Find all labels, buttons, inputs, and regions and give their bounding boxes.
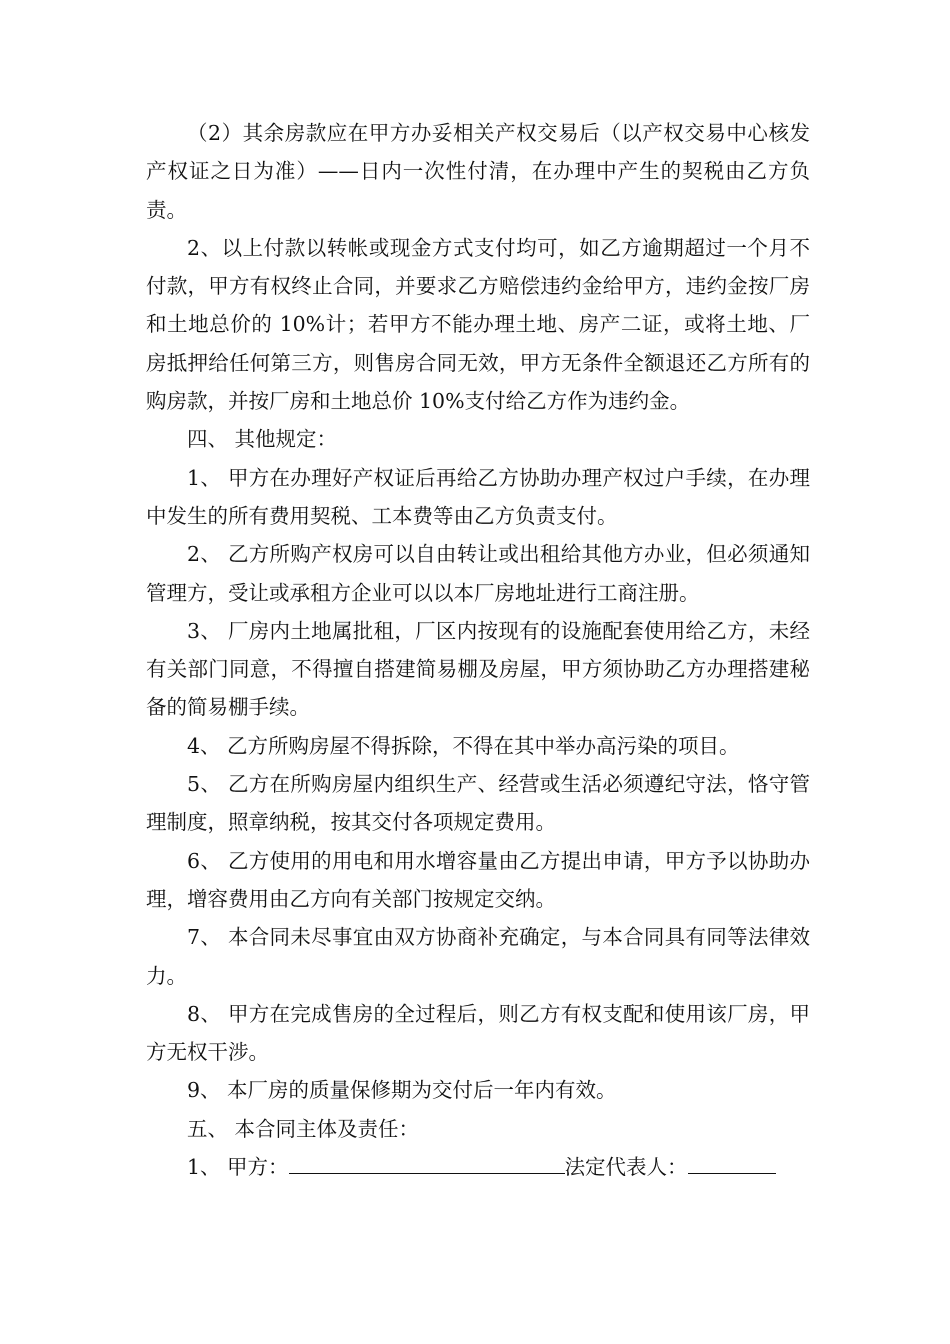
party-a-blank[interactable] [289,1151,565,1174]
document-body [146,114,810,1186]
clause-7-supplement: 7、 本合同未尽事宜由双方协商补充确定，与本合同具有同等法律效力。 [146,925,810,988]
section-heading-other-rules: 四、 其他规定： [187,427,338,452]
clause-9-warranty: 9、 本厂房的质量保修期为交付后一年内有效。 [187,1078,617,1103]
party-a-label: 1、 甲方： [187,1155,289,1180]
legal-rep-blank[interactable] [688,1151,776,1174]
clause-2-resale-lease: 2、 乙方所购产权房可以自由转让或出租给其他方办业，但必须通知管理方，受让或承租方企业可以以本厂房地址进行工商注册。 [146,542,810,605]
section-heading-parties: 五、 本合同主体及责任： [187,1116,420,1141]
clause-5-compliance: 5、 乙方在所购房屋内组织生产、经营或生活必须遵纪守法，恪守管理制度，照章纳税，按其交付各项规定费用。 [146,772,810,835]
legal-rep-label: 法定代表人： [564,1155,688,1180]
paragraph-remaining-payment: （2）其余房款应在甲方办妥相关产权交易后（以产权交易中心核发产权证之日为准）——日内一次性付清，在办理中产生的契税由乙方负责。 [146,121,810,222]
clause-1-title-transfer: 1、 甲方在办理好产权证后再给乙方协助办理产权过户手续，在办理中发生的所有费用契税、工本费等由乙方负责支付。 [146,465,810,528]
paragraph-payment-methods: 2、以上付款以转帐或现金方式支付均可，如乙方逾期超过一个月不付款，甲方有权终止合同，并要求乙方赔偿违约金给甲方，违约金按厂房和土地总价的 10%计；若甲方不能办理土地、房产二证，或将土地、厂房抵押给任何第三方，则售房合同无效，甲方无条件全额退还乙方所有的购房款，并按厂房和土地总价 10%支付给乙方作为违约金。 [146,235,810,414]
clause-6-utilities: 6、 乙方使用的用电和用水增容量由乙方提出申请，甲方予以协助办理，增容费用由乙方向有关部门按规定交纳。 [146,848,810,911]
signature-line-party-a [146,1148,810,1186]
clause-3-land-lease: 3、 厂房内土地属批租，厂区内按现有的设施配套使用给乙方，未经有关部门同意，不得擅自搭建简易棚及房屋，甲方须协助乙方办理搭建秘备的简易棚手续。 [146,618,810,720]
clause-4-no-demolition: 4、 乙方所购房屋不得拆除，不得在其中举办高污染的项目。 [187,733,740,758]
clause-8-usage-rights: 8、 甲方在完成售房的全过程后，则乙方有权支配和使用该厂房，甲方无权干涉。 [146,1001,810,1065]
